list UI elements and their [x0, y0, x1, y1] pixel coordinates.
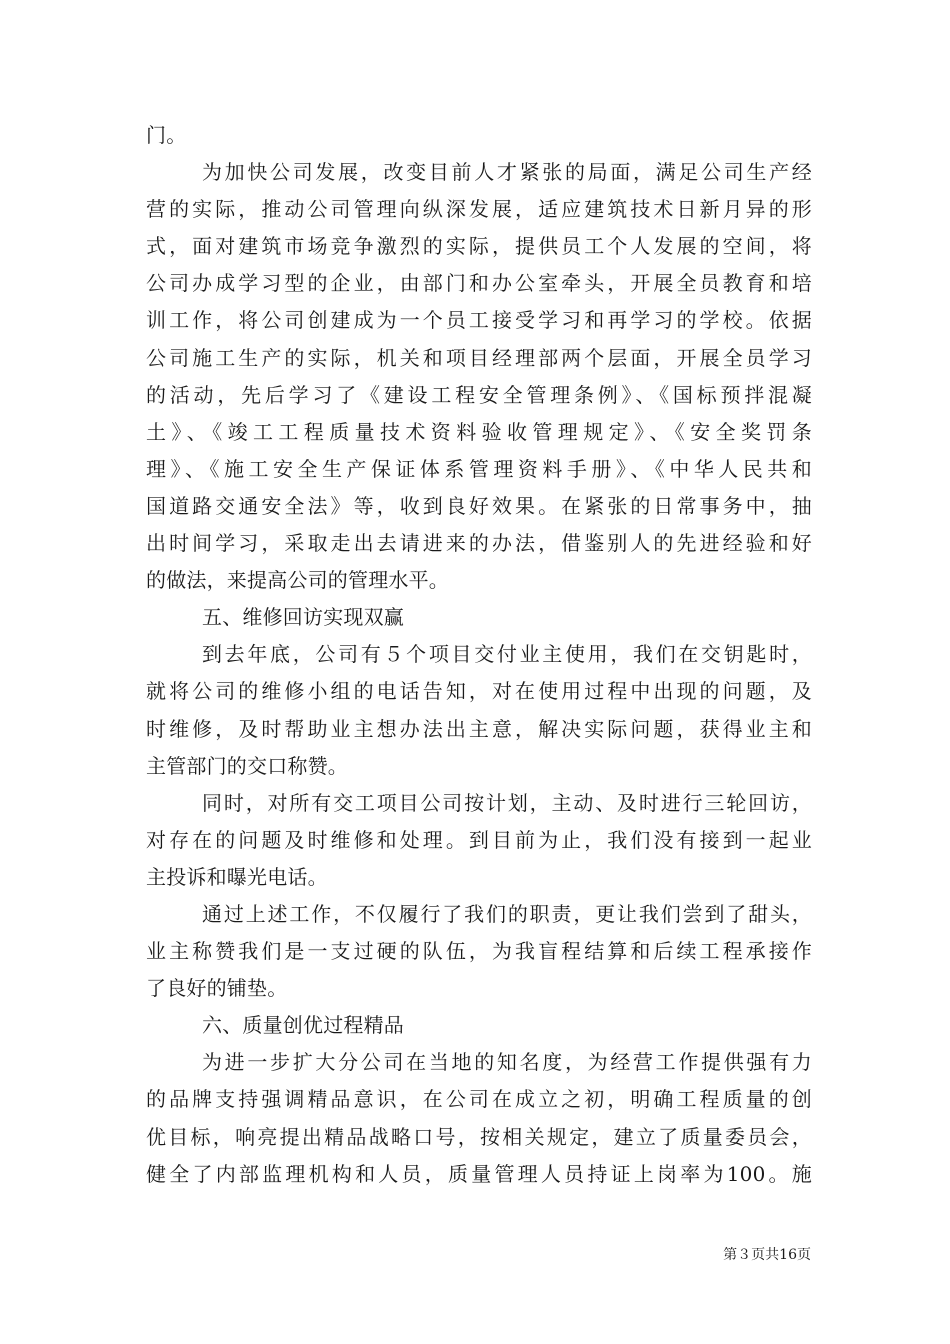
text-line: 的做法，来提高公司的管理水平。	[146, 568, 449, 593]
text-line: 主投诉和曝光电话。	[146, 864, 328, 889]
text-line: 式，面对建筑市场竞争激烈的实际，提供员工个人发展的空间，将	[146, 234, 812, 259]
text-line: 训工作，将公司创建成为一个员工接受学习和再学习的学校。依据	[146, 308, 812, 333]
text-line: 对存在的问题及时维修和处理。到目前为止，我们没有接到一起业	[146, 827, 812, 852]
text-line: 时维修，及时帮助业主想办法出主意，解决实际问题，获得业主和	[146, 716, 812, 741]
paragraph-start-line: 通过上述工作，不仅履行了我们的职责，更让我们尝到了甜头，	[202, 901, 812, 926]
text-line: 主管部门的交口称赞。	[146, 753, 348, 778]
text-line: 优目标，响亮提出精品战略口号，按相关规定，建立了质量委员会，	[146, 1124, 812, 1149]
text-line: 业主称赞我们是一支过硬的队伍，为我盲程结算和后续工程承接作	[146, 939, 812, 964]
text-line: 的活动，先后学习了《建设工程安全管理条例》、《国标预拌混凝	[146, 382, 812, 407]
text-line: 土》、《竣工工程质量技术资料验收管理规定》、《安全奖罚条	[146, 419, 812, 444]
paragraph-start-line: 为进一步扩大分公司在当地的知名度，为经营工作提供强有力	[202, 1050, 812, 1075]
text-line: 公司办成学习型的企业，由部门和办公室牵头，开展全员教育和培	[146, 271, 812, 296]
text-line: 国道路交通安全法》等，收到良好效果。在紧张的日常事务中，抽	[146, 493, 812, 518]
text-line: 健全了内部监理机构和人员，质量管理人员持证上岗率为100。施	[146, 1161, 812, 1186]
text-line: 营的实际，推动公司管理向纵深发展，适应建筑技术日新月异的形	[146, 197, 812, 222]
text-line: 公司施工生产的实际，机关和项目经理部两个层面，开展全员学习	[146, 345, 812, 370]
section-heading-6: 六、质量创优过程精品	[202, 1013, 404, 1038]
section-heading-5: 五、维修回访实现双赢	[202, 605, 404, 630]
paragraph-start-line: 为加快公司发展，改变目前人才紧张的局面，满足公司生产经	[202, 160, 812, 185]
page-number-footer: 第３页共16页	[723, 1247, 811, 1263]
text-line: 就将公司的维修小组的电话告知，对在使用过程中出现的问题，及	[146, 679, 812, 704]
text-line: 了良好的铺垫。	[146, 976, 288, 1001]
paragraph-start-line: 到去年底，公司有５个项目交付业主使用，我们在交钥匙时，	[202, 642, 812, 667]
paragraph-start-line: 同时，对所有交工项目公司按计划，主动、及时进行三轮回访，	[202, 790, 812, 815]
text-line: 门。	[146, 123, 187, 147]
document-body	[146, 117, 812, 1193]
text-line: 理》、《施工安全生产保证体系管理资料手册》、《中华人民共和	[146, 456, 812, 481]
text-line: 的品牌支持强调精品意识，在公司在成立之初，明确工程质量的创	[146, 1087, 812, 1112]
text-line: 出时间学习，采取走出去请进来的办法，借鉴别人的先进经验和好	[146, 531, 812, 556]
